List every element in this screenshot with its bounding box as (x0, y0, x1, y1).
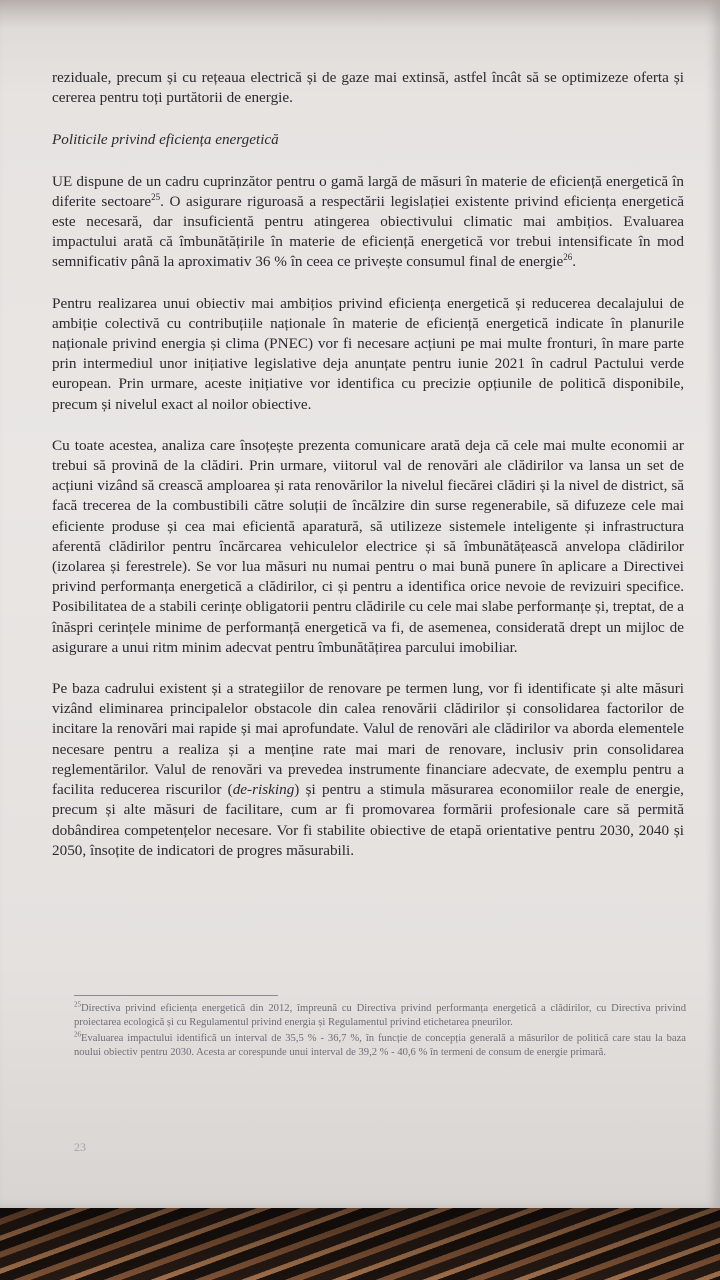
footnote-ref-26: 26 (563, 252, 573, 263)
footnote-25-text: Directiva privind eficiența energetică din 2012, împreună cu Directiva privind performanța energetică a clădirilor, cu Directiva privind proiectarea ecologică și cu Regulamentul privind energia și Regulamentul privind etichetarea pneurilor. (74, 1003, 686, 1028)
paragraph-3: Cu toate acestea, analiza care însoțește prezenta comunicare arată deja că cele mai multe economii ar trebui să provină de la clădiri. Prin urmare, viitorul val de renovări ale clădirilor va lansa un set de acțiuni vizând să crească amploarea și rata renovărilor la nivelul fiecărei clădiri și la nivel de district, să facă trecerea de la combustibili către soluții de încălzire din surse regenerabile, să difuzeze cele mai eficiente produse și cea mai eficientă aparatură, să utilizeze sistemele inteligente și infrastructura aferentă clădirilor pentru încărcarea vehiculelor electrice și să îmbunătățească anvelopa clădirilor (izolarea și ferestrele). Se vor lua măsuri nu numai pentru o mai bună punere în aplicare a Directivei privind performanța energetică a clădirilor, ci și pentru a identifica orice nevoie de revizuiri specifice. Posibilitatea de a stabili cerințe obligatorii pentru clădirile cu cele mai slabe performanțe și, treptat, de a înăspri cerințele minime de performanță energetică va fi, de asemenea, considerată drept un mijloc de asigurare a unui ritm minim adecvat pentru îmbunătățirea parcului imobiliar. (52, 436, 684, 656)
footnote-25-number: 25 (74, 1000, 81, 1009)
paragraph-1-text-c: . (572, 253, 577, 271)
paragraph-4 (52, 679, 684, 861)
paragraph-4-text-a: Pe baza cadrului existent și a strategiilor de renovare pe termen lung, vor fi identificate și alte măsuri vizând eliminarea principalelor obstacole din calea renovării clădirilor și consolidarea factorilor de incitare la renovări mai rapide și mai aprofundate. Valul de renovări ale clădirilor va aborda elementele necesare pentru a realiza și a menține rate mai mari de renovare, inclusiv prin consolidarea reglementărilor. Valul de renovări va prevedea instrumente financiare adecvate, de exemplu pentru a facilita reducerea riscurilor ( (52, 680, 684, 799)
footnote-26-number: 26 (74, 1030, 81, 1039)
footnotes (74, 1002, 686, 1062)
footnote-ref-25: 25 (151, 191, 161, 202)
section-heading: Politicile privind eficiența energetică (52, 131, 279, 149)
footnote-divider (74, 995, 278, 996)
intro-paragraph: reziduale, precum și cu rețeaua electrică și de gaze mai extinsă, astfel încât să se optimizeze oferta și cererea pentru toți purtătorii de energie. (52, 69, 684, 107)
paragraph-1-text-a: UE dispune de un cadru cuprinzător pentru o gamă largă de măsuri în materie de eficiență energetică în diferite sectoare (52, 172, 684, 210)
page-number: 23 (74, 1140, 86, 1154)
paragraph-4-text-b: ) și pentru a stimula măsurarea economiilor reale de energie, precum și alte măsuri de facilitare, cum ar fi promovarea formării profesionale care să permită dobândirea competențelor necesare. Vor fi stabilite obiective de etapă orientative pentru 2030, 2040 și 2050, însoțite de indicatori de progres măsurabili. (52, 781, 684, 859)
tablecloth-shadow (0, 1208, 720, 1280)
paragraph-4-italic-term: de-risking (232, 781, 295, 799)
page-body (52, 68, 684, 882)
footnote-26 (74, 1032, 686, 1060)
paragraph-1 (52, 172, 684, 273)
page-shadow (0, 0, 720, 28)
footnote-26-text: Evaluarea impactului identifică un interval de 35,5 % - 36,7 %, în funcție de concepția generală a măsurilor de politică care stau la baza noului obiectiv pentru 2030. Acesta ar corespunde unui interval de 39,2 % - 40,6 % în termeni de consum de energie primară. (74, 1033, 686, 1058)
footnote-25 (74, 1002, 686, 1030)
paragraph-1-text-b: . O asigurare riguroasă a respectării legislației existente privind eficiența energetică este necesară, dar insuficientă pentru atingerea obiectivului climatic mai ambițios. Evaluarea impactului arată că îmbunătățirile în materie de eficiență energetică vor trebui intensificate în mod semnificativ până la aproximativ 36 % în ceea ce privește consumul final de energie (52, 192, 684, 271)
paragraph-2: Pentru realizarea unui obiectiv mai ambițios privind eficiența energetică și reducerea decalajului de ambiție colectivă cu contribuțiile naționale în materie de eficiență energetică indicate în planurile naționale privind energia și clima (PNEC) vor fi necesare acțiuni pe mai multe fronturi, în mare parte prin intermediul unor inițiative legislative deja anunțate pentru iunie 2021 în cadrul Pactului verde european. Prin urmare, aceste inițiative vor identifica cu precizie opțiunile de politică disponibile, precum și nivelul exact al noilor obiective. (52, 294, 684, 413)
